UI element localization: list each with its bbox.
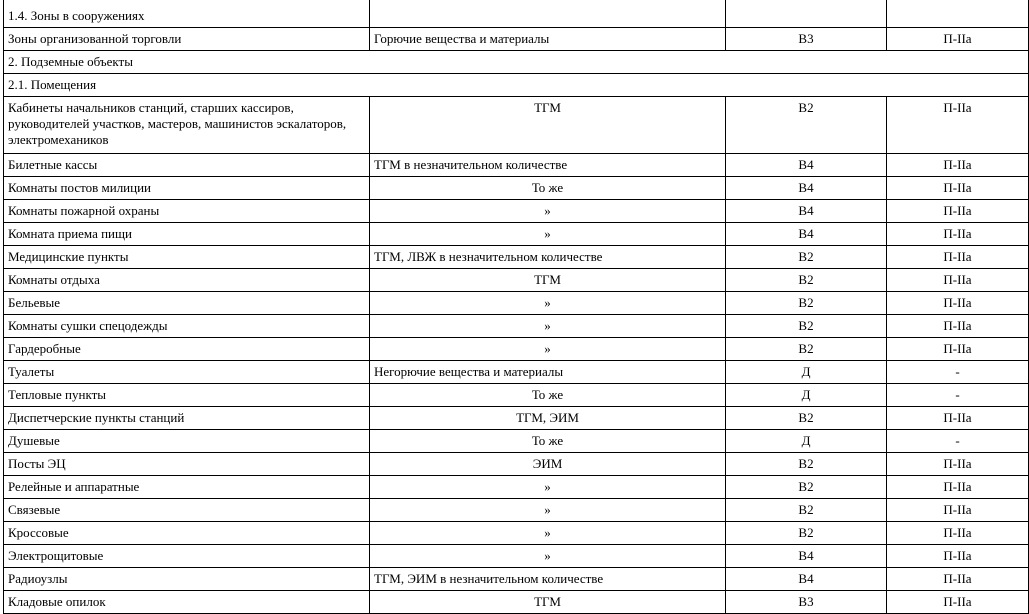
category-cell: В4 [726,568,887,591]
category-cell: В2 [726,97,887,154]
table-row [4,338,1029,361]
category-cell: Д [726,384,887,407]
table-row [4,292,1029,315]
zone-class-cell: П-IIа [887,522,1029,545]
zone-class-cell: - [887,361,1029,384]
table-row [4,269,1029,292]
zone-class-cell: П-IIа [887,591,1029,614]
zone-class-cell: П-IIа [887,154,1029,177]
zone-class-cell: П-IIа [887,476,1029,499]
materials-cell: ТГМ [370,97,726,154]
premises-name-cell: Комнаты сушки спецодежды [4,315,370,338]
category-cell: Д [726,430,887,453]
premises-name-cell: Радиоузлы [4,568,370,591]
zone-class-cell: П-IIа [887,545,1029,568]
premises-name-cell: Комнаты постов милиции [4,177,370,200]
materials-cell: » [370,292,726,315]
category-cell: В4 [726,154,887,177]
materials-cell: » [370,522,726,545]
table-row [4,28,1029,51]
category-cell: В4 [726,223,887,246]
materials-cell: » [370,499,726,522]
zone-class-cell: П-IIа [887,97,1029,154]
table-row [4,499,1029,522]
category-cell: В3 [726,28,887,51]
category-cell: В2 [726,453,887,476]
materials-cell: » [370,223,726,246]
premises-name-cell: Кладовые опилок [4,591,370,614]
category-cell: Д [726,361,887,384]
empty-cell [726,0,887,28]
premises-name-cell: Комнаты отдыха [4,269,370,292]
materials-cell: » [370,476,726,499]
zone-class-cell: П-IIа [887,453,1029,476]
materials-cell: » [370,315,726,338]
table-row [4,361,1029,384]
table-row [4,97,1029,154]
section-title: 2. Подземные объекты [4,51,1029,74]
materials-cell: То же [370,430,726,453]
materials-cell: » [370,545,726,568]
materials-cell: ТГМ, ЭИМ в незначительном количестве [370,568,726,591]
empty-cell [887,0,1029,28]
table-row [4,384,1029,407]
category-cell: В2 [726,522,887,545]
zone-class-cell: П-IIа [887,292,1029,315]
zone-class-cell: П-IIа [887,407,1029,430]
materials-cell: То же [370,177,726,200]
category-cell: В2 [726,315,887,338]
zone-class-cell: П-IIа [887,200,1029,223]
zone-class-cell: П-IIа [887,315,1029,338]
table-row [4,223,1029,246]
premises-name-cell: Посты ЭЦ [4,453,370,476]
empty-cell [370,0,726,28]
category-cell: В4 [726,545,887,568]
zone-class-cell: П-IIа [887,269,1029,292]
table-row [4,430,1029,453]
premises-name-cell: Диспетчерские пункты станций [4,407,370,430]
premises-name-cell: Душевые [4,430,370,453]
premises-name-cell: Туалеты [4,361,370,384]
category-cell: В3 [726,591,887,614]
premises-name-cell: Зоны организованной торговли [4,28,370,51]
premises-name-cell: Медицинские пункты [4,246,370,269]
category-cell: В2 [726,338,887,361]
zone-class-cell: - [887,430,1029,453]
zone-class-cell: П-IIа [887,246,1029,269]
premises-name-cell: Билетные кассы [4,154,370,177]
table-row [4,200,1029,223]
materials-cell: То же [370,384,726,407]
premises-name-cell: Комната приема пищи [4,223,370,246]
table-row [4,591,1029,614]
category-cell: В2 [726,476,887,499]
table-row [4,568,1029,591]
table-row [4,315,1029,338]
category-cell: В4 [726,177,887,200]
category-cell: В2 [726,246,887,269]
category-cell: В2 [726,407,887,430]
table-body [4,0,1029,614]
premises-name-cell: Кроссовые [4,522,370,545]
section-title: 2.1. Помещения [4,74,1029,97]
premises-name-cell: Электрощитовые [4,545,370,568]
materials-cell: » [370,338,726,361]
premises-name-cell: Гардеробные [4,338,370,361]
zone-class-cell: П-IIа [887,568,1029,591]
materials-cell: ТГМ, ЛВЖ в незначительном количестве [370,246,726,269]
materials-cell: » [370,200,726,223]
table-row [4,453,1029,476]
category-cell: В2 [726,269,887,292]
zone-class-cell: П-IIа [887,28,1029,51]
category-cell: В2 [726,499,887,522]
premises-name-cell: Бельевые [4,292,370,315]
table-row [4,476,1029,499]
materials-cell: ТГМ [370,269,726,292]
table-row [4,154,1029,177]
materials-cell: ТГМ в незначительном количестве [370,154,726,177]
materials-cell: Негорючие вещества и материалы [370,361,726,384]
table-row [4,177,1029,200]
premises-name-cell: Тепловые пункты [4,384,370,407]
section-row [4,0,1029,28]
section-title: 1.4. Зоны в сооружениях [4,0,370,28]
materials-cell: ЭИМ [370,453,726,476]
materials-cell: ТГМ [370,591,726,614]
table-row [4,522,1029,545]
zone-class-cell: П-IIа [887,338,1029,361]
premises-classification-table [3,0,1029,614]
premises-name-cell: Комнаты пожарной охраны [4,200,370,223]
premises-name-cell: Релейные и аппаратные [4,476,370,499]
premises-name-cell: Кабинеты начальников станций, старших кассиров, руководителей участков, мастеров, машинистов эскалаторов, электромехаников [4,97,370,154]
zone-class-cell: П-IIа [887,177,1029,200]
zone-class-cell: - [887,384,1029,407]
premises-name-cell: Связевые [4,499,370,522]
materials-cell: Горючие вещества и материалы [370,28,726,51]
section-row [4,74,1029,97]
table-row [4,407,1029,430]
zone-class-cell: П-IIа [887,223,1029,246]
materials-cell: ТГМ, ЭИМ [370,407,726,430]
category-cell: В2 [726,292,887,315]
zone-class-cell: П-IIа [887,499,1029,522]
section-row [4,51,1029,74]
table-row [4,246,1029,269]
category-cell: В4 [726,200,887,223]
table-row [4,545,1029,568]
